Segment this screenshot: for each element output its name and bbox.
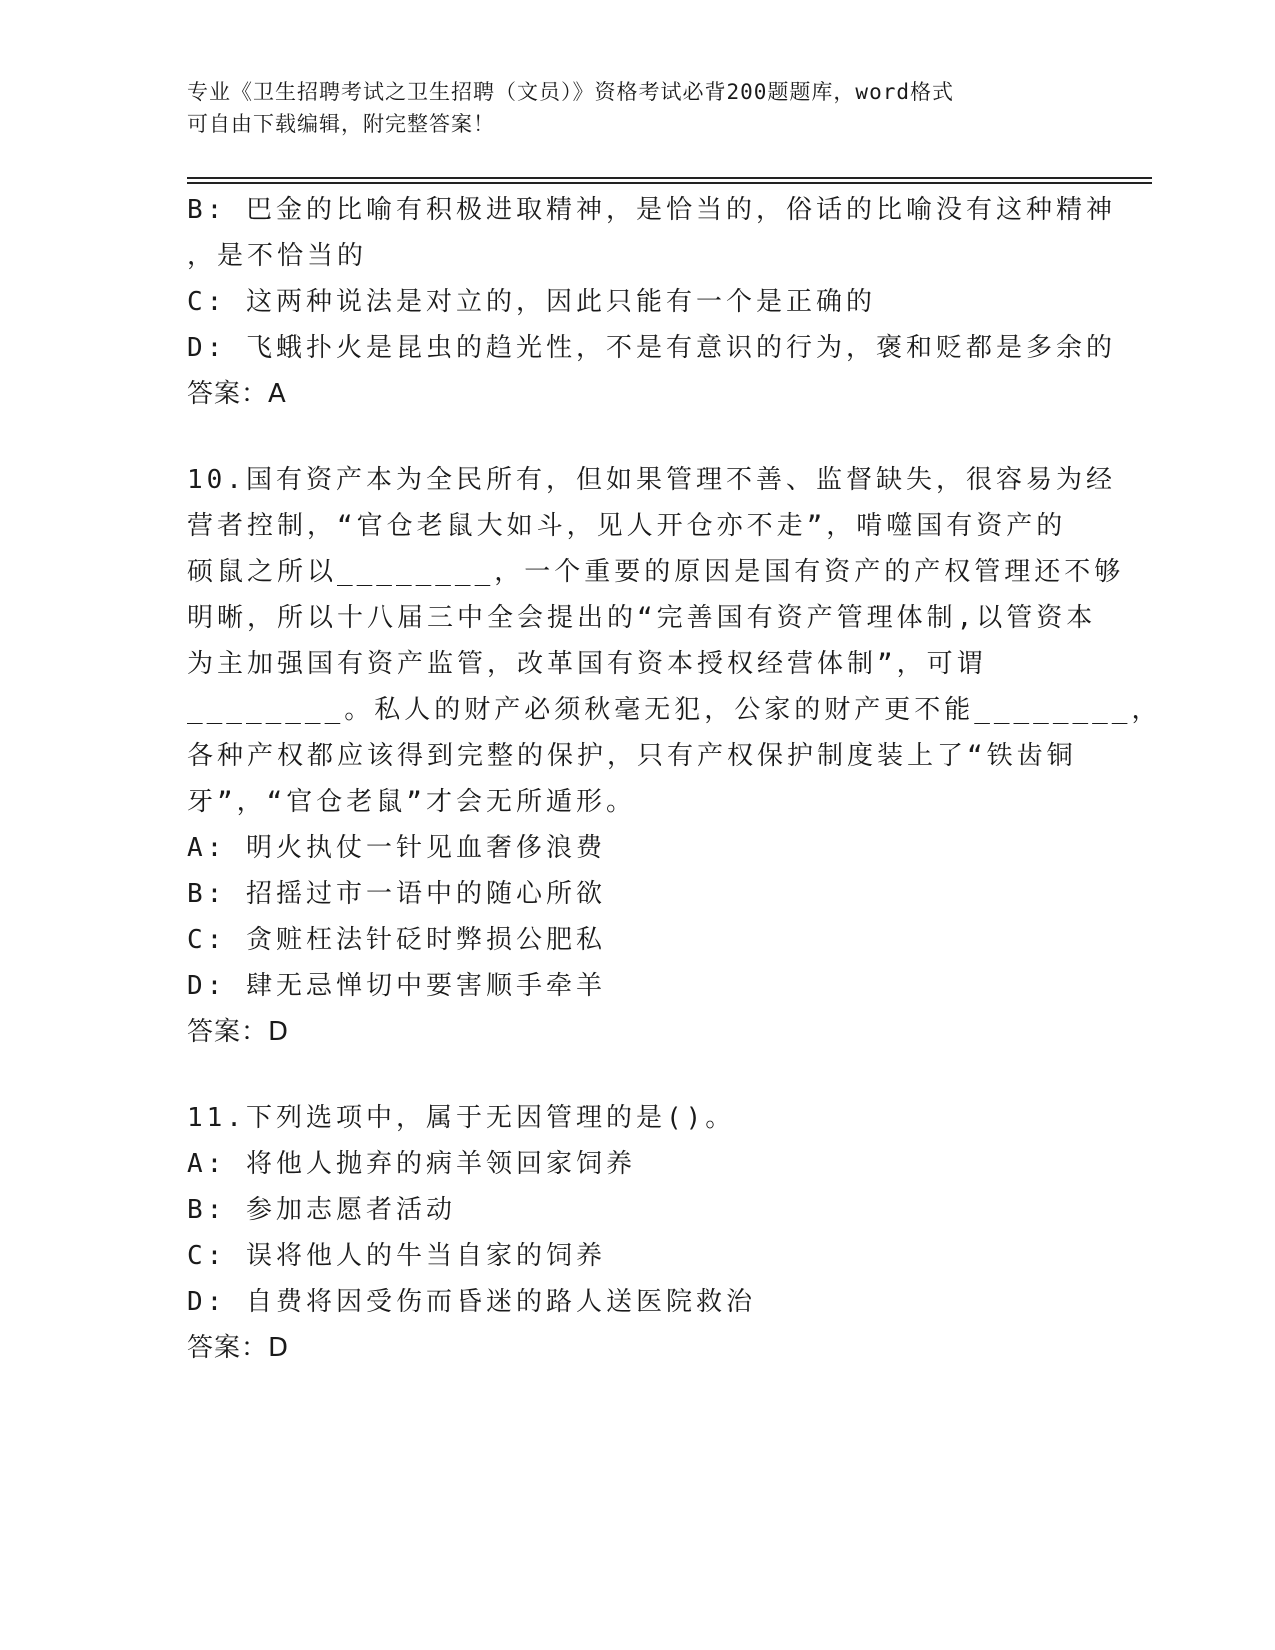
- header-divider-top: [187, 177, 1152, 179]
- option-b: B: 参加志愿者活动: [187, 1195, 456, 1225]
- option-a: A: 将他人抛弃的病羊领回家饲养: [187, 1149, 636, 1179]
- header-title-line-1: 专业《卫生招聘考试之卫生招聘（文员）》资格考试必背200题题库，word格式: [187, 80, 954, 104]
- question-stem-line: 营者控制，“官仓老鼠大如斗，见人开仓亦不走”，啃噬国有资产的: [187, 511, 1067, 541]
- option-b: B: 招摇过市一语中的随心所欲: [187, 879, 606, 909]
- answer: 答案：D: [187, 1017, 290, 1047]
- question-11: [187, 1095, 1087, 1371]
- option-d: D: 自费将因受伤而昏迷的路人送医院救治: [187, 1287, 756, 1317]
- header-title-line-2: 可自由下载编辑，附完整答案！: [187, 112, 495, 136]
- option-b-line-2: ，是不恰当的: [187, 241, 368, 271]
- option-b-line-1: B: 巴金的比喻有积极进取精神，是恰当的，俗话的比喻没有这种精神: [187, 195, 1116, 225]
- question-stem-line: 牙”，“官仓老鼠”才会无所遁形。: [187, 787, 636, 817]
- option-d: D: 飞蛾扑火是昆虫的趋光性，不是有意识的行为，褒和贬都是多余的: [187, 333, 1116, 363]
- option-d: D: 肆无忌惮切中要害顺手牵羊: [187, 971, 606, 1001]
- option-c: C: 这两种说法是对立的，因此只能有一个是正确的: [187, 287, 876, 317]
- question-stem-line: 10.国有资产本为全民所有，但如果管理不善、监督缺失，很容易为经: [187, 465, 1116, 495]
- option-a: A: 明火执仗一针见血奢侈浪费: [187, 833, 606, 863]
- question-stem-line: 各种产权都应该得到完整的保护，只有产权保护制度装上了“铁齿铜: [187, 741, 1077, 771]
- question-9-continued: [187, 187, 1116, 417]
- spacer: [187, 417, 1087, 457]
- question-10: [187, 457, 1162, 1055]
- question-stem-line: 硕鼠之所以________，一个重要的原因是国有资产的产权管理还不够: [187, 557, 1125, 587]
- option-c: C: 误将他人的牛当自家的饲养: [187, 1241, 606, 1271]
- header-divider-bottom: [187, 182, 1152, 184]
- option-c: C: 贪赃枉法针砭时弊损公肥私: [187, 925, 606, 955]
- spacer: [187, 1055, 1087, 1095]
- question-stem: 11.下列选项中，属于无因管理的是()。: [187, 1103, 736, 1133]
- question-content: [187, 187, 1162, 1371]
- question-stem-line: ________。私人的财产必须秋毫无犯，公家的财产更不能________，: [187, 695, 1162, 725]
- question-stem-line: 为主加强国有资产监管，改革国有资本授权经营体制”，可谓: [187, 649, 987, 679]
- answer: 答案：D: [187, 1333, 290, 1363]
- question-stem-line: 明晰，所以十八届三中全会提出的“完善国有资产管理体制,以管资本: [187, 603, 1097, 633]
- answer: 答案：A: [187, 379, 287, 409]
- document-header: [187, 76, 1067, 140]
